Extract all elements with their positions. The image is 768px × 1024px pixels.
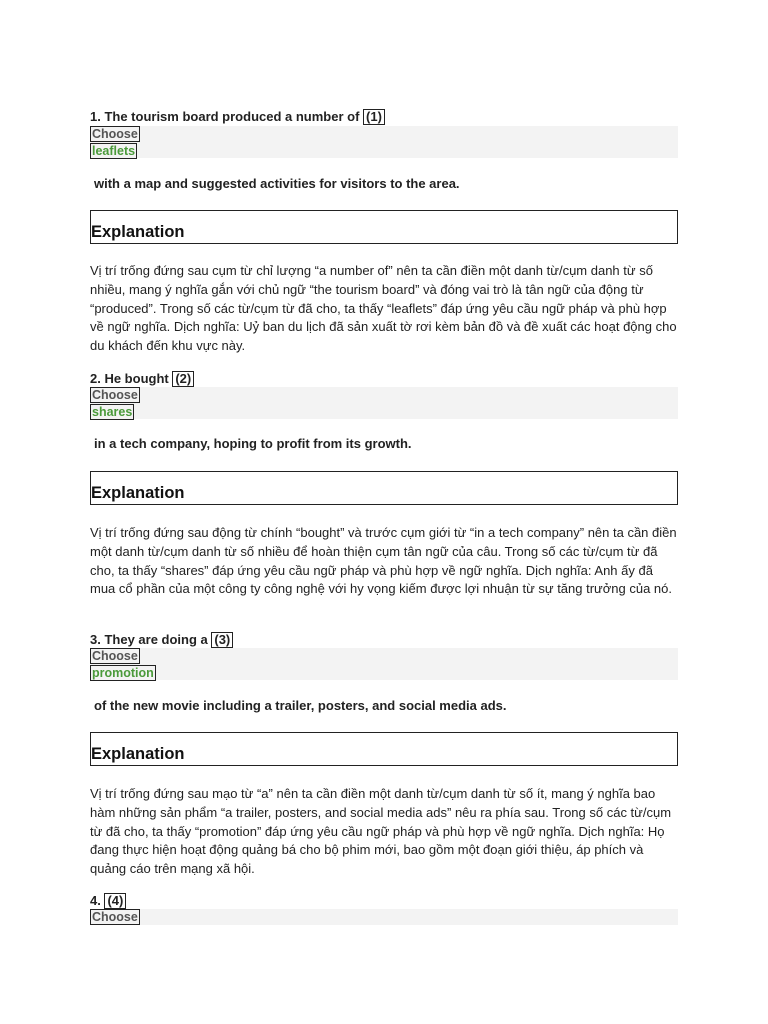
selected-answer-1[interactable]: leaflets bbox=[92, 144, 136, 158]
blank-2: (2) bbox=[172, 371, 194, 387]
explanation-text-3: Vị trí trống đứng sau mạo từ “a” nên ta cần điền một danh từ/cụm danh từ số ít, mang ý nghĩa bao hàm những sản phẩm “a trailer, posters, and social media ads” nêu ra phía sau. Trong số các từ/cụm từ đã cho, ta thấy “promotion” đáp ứng yêu cầu ngữ pháp và phù hợp về ngữ nghĩa. Dịch nghĩa: Họ đang thực hiện hoạt động quảng bá cho bộ phim mới, bao gồm một đoạn giới thiệu, áp phích và quảng cáo trên mạng xã hội. bbox=[90, 786, 672, 877]
selected-answer-2[interactable]: shares bbox=[92, 405, 133, 419]
selected-answer-3[interactable]: promotion bbox=[92, 666, 154, 680]
explanation-text-1: Vị trí trống đứng sau cụm từ chỉ lượng “a number of” nên ta cần điền một danh từ/cụm danh từ số nhiều, mang ý nghĩa gắn với chủ ngữ “the tourism board” và đóng vai trò là tân ngữ của động từ “produced”. Trong số các từ/cụm từ đã cho, ta thấy “leaflets” đáp ứng yêu cầu ngữ pháp và phù hợp về ngữ nghĩa. Dịch nghĩa: Uỷ ban du lịch đã sản xuất tờ rơi kèm bản đồ và đề xuất các hoạt động cho du khách đến khu vực này. bbox=[90, 263, 677, 354]
question-2-prefix: 2. He bought bbox=[90, 371, 173, 386]
choose-option[interactable]: Choose bbox=[92, 127, 138, 141]
explanation-heading-1: Explanation bbox=[91, 223, 185, 241]
question-1-prefix: 1. The tourism board produced a number of bbox=[90, 109, 364, 124]
choose-option[interactable]: Choose bbox=[92, 388, 138, 402]
question-2-suffix: in a tech company, hoping to profit from its growth. bbox=[94, 436, 412, 451]
question-4-prefix: 4. bbox=[90, 893, 105, 908]
explanation-box-2 bbox=[90, 471, 678, 505]
answer-select-4[interactable] bbox=[90, 909, 678, 925]
question-1-suffix: with a map and suggested activities for visitors to the area. bbox=[94, 176, 460, 191]
blank-4: (4) bbox=[104, 893, 126, 909]
choose-option[interactable]: Choose bbox=[92, 649, 138, 663]
choose-option[interactable]: Choose bbox=[92, 910, 138, 924]
question-3-suffix: of the new movie including a trailer, posters, and social media ads. bbox=[94, 698, 507, 713]
question-3-prefix: 3. They are doing a bbox=[90, 632, 212, 647]
explanation-heading-2: Explanation bbox=[91, 484, 185, 502]
blank-3: (3) bbox=[211, 632, 233, 648]
explanation-box-3 bbox=[90, 732, 678, 766]
question-4-text bbox=[90, 893, 126, 909]
answer-select-1[interactable] bbox=[90, 126, 678, 158]
explanation-box-1 bbox=[90, 210, 678, 244]
answer-select-3[interactable] bbox=[90, 648, 678, 680]
question-2-text bbox=[90, 371, 194, 387]
explanation-heading-3: Explanation bbox=[91, 745, 185, 763]
answer-select-2[interactable] bbox=[90, 387, 678, 419]
question-3-text bbox=[90, 632, 233, 648]
question-1-text bbox=[90, 109, 385, 125]
explanation-text-2: Vị trí trống đứng sau động từ chính “bought” và trước cụm giới từ “in a tech company” nên ta cần điền một danh từ/cụm danh từ số nhiều để hoàn thiện cụm tân ngữ của câu. Trong số các từ/cụm từ đã cho, ta thấy “shares” đáp ứng yêu cầu ngữ pháp và phù hợp về ngữ nghĩa. Dịch nghĩa: Anh ấy đã mua cổ phần của một công ty công nghệ với hy vọng kiếm được lợi nhuận từ sự tăng trưởng của nó. bbox=[90, 525, 677, 597]
blank-1: (1) bbox=[363, 109, 385, 125]
